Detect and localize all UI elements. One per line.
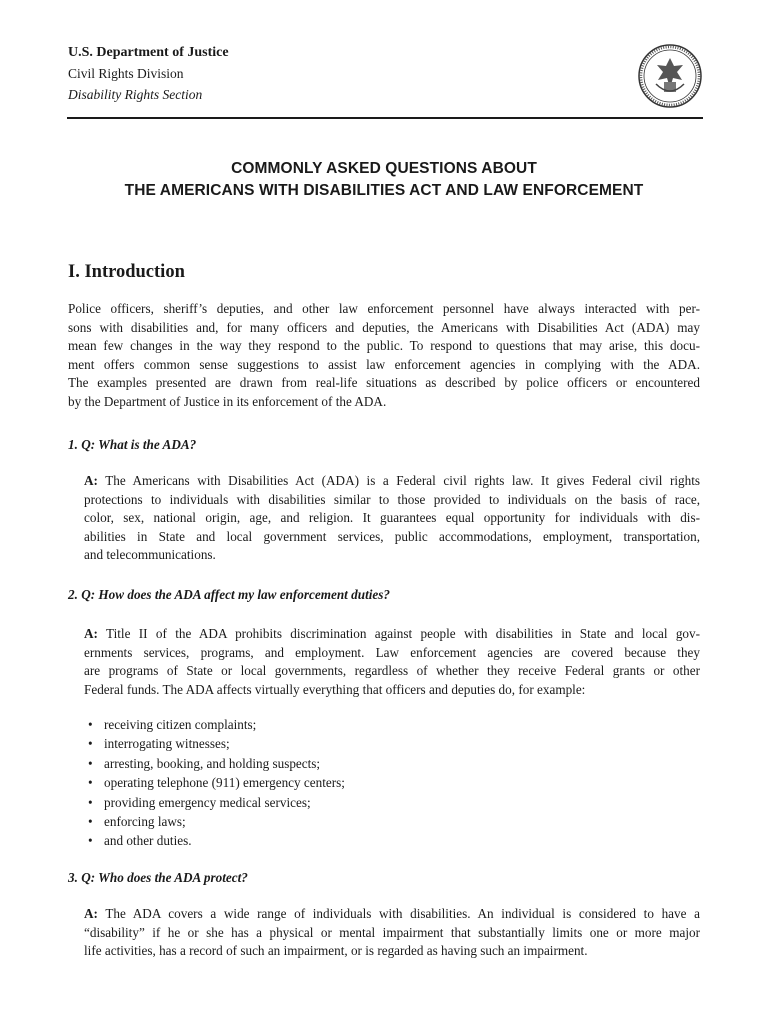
duties-bullet-list (88, 715, 345, 851)
list-item: • providing emergency medical services; (88, 793, 345, 812)
intro-paragraph (68, 300, 700, 411)
answer-label: A: (84, 906, 98, 921)
header-rule (67, 117, 703, 119)
answer-3 (84, 905, 700, 961)
paragraph-line: sons with disabilities and, for many officers and deputies, the Americans with Disabilities Act (ADA) may (68, 319, 700, 335)
answer-line: Federal funds. The ADA affects virtually everything that officers and deputies do, for example: (84, 681, 586, 697)
section-heading-introduction: I. Introduction (68, 262, 185, 282)
answer-line: A: The Americans with Disabilities Act (ADA) is a Federal civil rights law. It gives Federal civil rights (84, 473, 700, 488)
list-item: • operating telephone (911) emergency centers; (88, 773, 345, 792)
question-1: 1. Q: What is the ADA? (68, 437, 197, 452)
answer-line: abilities in State and local government services, public accommodations, employment, transportation, (84, 528, 700, 544)
list-item: • receiving citizen complaints; (88, 715, 345, 734)
answer-line: ernments services, programs, and employment. Law enforcement agencies are covered because they (84, 644, 700, 660)
letterhead (68, 42, 229, 105)
question-2: 2. Q: How does the ADA affect my law enforcement duties? (68, 587, 390, 602)
division-name: Civil Rights Division (68, 66, 184, 81)
answer-line: and telecommunications. (84, 547, 216, 562)
question-3: 3. Q: Who does the ADA protect? (68, 870, 248, 885)
answer-label: A: (84, 473, 98, 488)
answer-line: protections to individuals with disabilities similar to those provided to individuals on the basis of race, (84, 491, 700, 507)
answer-2 (84, 625, 700, 699)
answer-line: A: The ADA covers a wide range of individuals with disabilities. An individual is considered to have a (84, 906, 700, 921)
answer-label: A: (84, 626, 98, 641)
document-title (0, 158, 768, 202)
paragraph-line: Police officers, sheriff’s deputies, and other law enforcement personnel have always interacted with per- (68, 301, 700, 316)
list-item: • arresting, booking, and holding suspects; (88, 754, 345, 773)
answer-line: color, sex, national origin, age, and religion. It guarantees equal opportunity for individuals with dis- (84, 510, 700, 525)
answer-line: “disability” if he or she has a physical or mental impairment that substantially limits one or more major (84, 924, 700, 940)
paragraph-line: The examples presented are drawn from real-life situations as described by police officers or encountered (68, 375, 700, 390)
section-name: Disability Rights Section (68, 87, 203, 102)
list-item: • and other duties. (88, 831, 345, 850)
title-line-2: THE AMERICANS WITH DISABILITIES ACT AND LAW ENFORCEMENT (124, 182, 644, 199)
list-item: • interrogating witnesses; (88, 734, 345, 753)
answer-line: A: Title II of the ADA prohibits discrimination against people with disabilities in State and local gov- (84, 626, 700, 641)
title-line-1: COMMONLY ASKED QUESTIONS ABOUT (231, 160, 537, 177)
paragraph-line: ment offers common sense suggestions to assist law enforcement agencies in complying with the ADA. (68, 356, 700, 372)
paragraph-line: by the Department of Justice in its enforcement of the ADA. (68, 393, 387, 409)
doj-seal-icon (638, 44, 702, 108)
answer-line: are programs of State or local governments, regardless of whether they receive Federal grants or other (84, 663, 700, 678)
answer-1 (84, 472, 700, 565)
list-item: • enforcing laws; (88, 812, 345, 831)
paragraph-line: mean few changes in the way they respond to the public. To respond to questions that may arise, this docu- (68, 338, 700, 353)
department-name: U.S. Department of Justice (68, 45, 229, 60)
answer-line: life activities, has a record of such an impairment, or is regarded as having such an impairment. (84, 943, 588, 958)
